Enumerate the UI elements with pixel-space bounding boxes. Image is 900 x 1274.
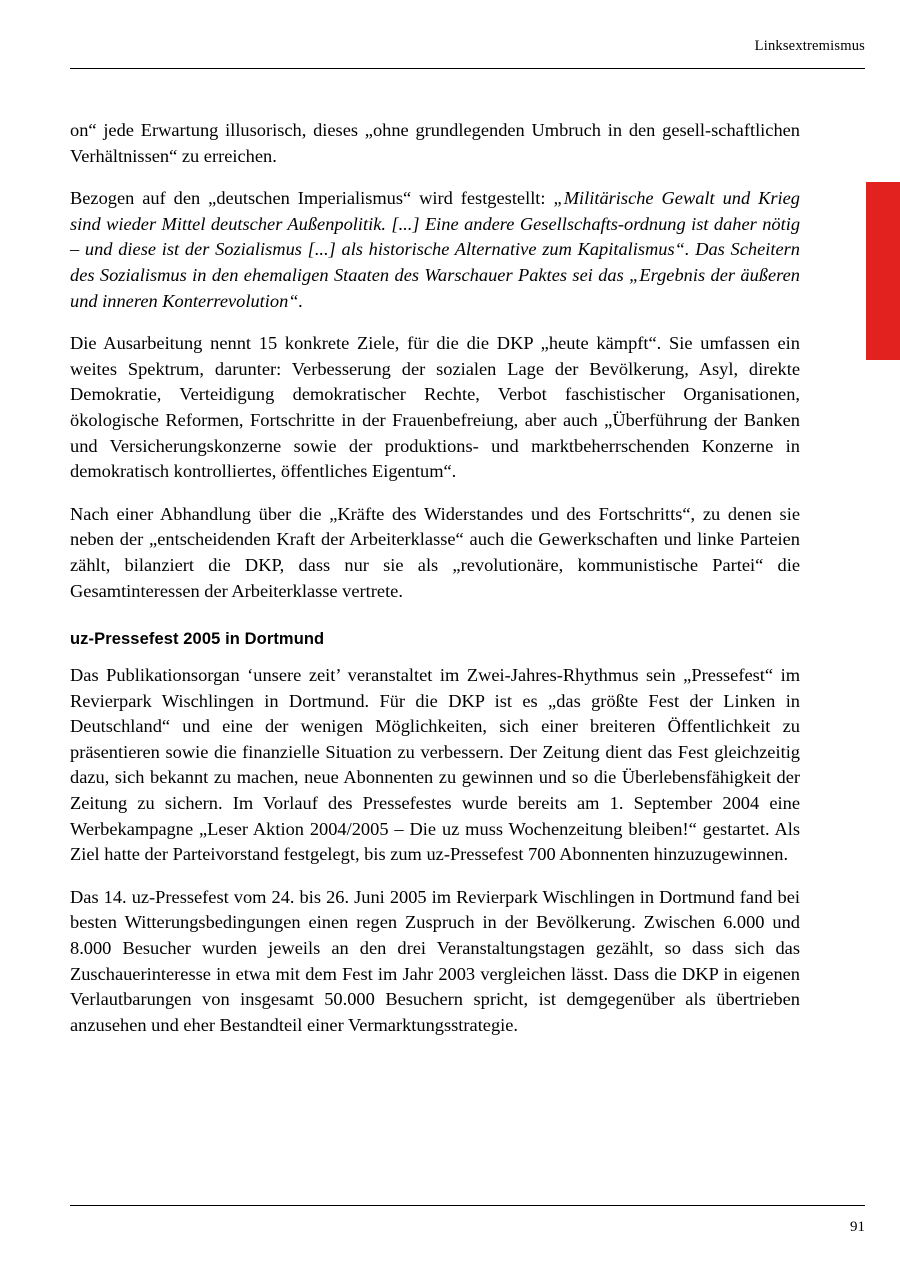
paragraph-text: Die Ausarbeitung nennt 15 konkrete Ziele, für die die DKP „heute kämpft“. Sie umfassen ein weites Spektrum, darunter: Verbesserung der sozialen Lage der Bevölkerung, Asyl, direkte Demokratie, Verteidigung demokratischer Rechte, Verbot faschistischer Organisationen, ökologische Reformen, Fortschritte in der Frauenbefreiung, aber auch „Überführung der Banken und Versicherungskonzerne sowie der produktions- und marktbeherrschenden Konzerne in demokratisch kontrolliertes, öffentliches Eigentum“.	[70, 333, 800, 482]
page-number: 91	[850, 1219, 865, 1235]
paragraph	[70, 331, 800, 485]
paragraph-text: Nach einer Abhandlung über die „Kräfte des Widerstandes und des Fortschritts“, zu denen sie neben der „entscheidenden Kraft der Arbeiterklasse“ auch die Gewerkschaften und linke Parteien zählt, bilanziert die DKP, dass nur sie als „revolutionäre, kommunistische Partei“ die Gesamtinteressen der Arbeiterklasse vertrete.	[70, 503, 800, 601]
paragraph	[70, 663, 800, 868]
paragraph-quote	[70, 186, 800, 314]
body-text-column	[70, 118, 800, 1055]
header-divider	[70, 68, 865, 69]
footer-divider	[70, 1205, 865, 1206]
quote-ellipsis-1: [...]	[386, 213, 425, 234]
paragraph	[70, 118, 800, 169]
paragraph	[70, 502, 800, 604]
quote-text-2: Eine andere Gesellschafts-ordnung ist daher nötig – und diese ist der Sozialismus	[70, 213, 801, 260]
paragraph-text: on“ jede Erwartung illusorisch, dieses „ohne grundlegenden Umbruch in den gesell-schaftlichen Verhältnissen“ zu erreichen.	[70, 120, 800, 166]
quote-lead-in: Bezogen auf den „deutschen Imperialismus“ wird festgestellt:	[70, 188, 554, 209]
paragraph-text: Das Publikationsorgan ‘unsere zeit’ veranstaltet im Zwei-Jahres-Rhythmus sein „Pressefest“ im Revierpark Wischlingen in Dortmund. Für die DKP ist es „das größte Fest der Linken in Deutschland“ und eine der wenigen Möglichkeiten, sich einer breiteren Öffentlichkeit zu präsentieren sowie die finanzielle Situation zu verbessern. Der Zeitung dient das Fest gleichzeitig dazu, sich bekannt zu machen, neue Abonnenten zu gewinnen und so die Überlebensfähigkeit der Zeitung zu sichern. Im Vorlauf des Pressefestes wurde bereits am 1. September 2004 eine Werbekampagne „Leser Aktion 2004/2005 – Die uz muss Wochenzeitung bleiben!“ gestartet. Als Ziel hatte der Parteivorstand festgelegt, bis zum uz-Pressefest 700 Abonnenten hinzuzugewinnen.	[70, 665, 800, 865]
quote-ellipsis-2: [...]	[301, 239, 342, 260]
paragraph-text: Das 14. uz-Pressefest vom 24. bis 26. Juni 2005 im Revierpark Wischlingen in Dortmund fand bei besten Witterungsbedingungen einen regen Zuspruch in der Bevölkerung. Zwischen 6.000 und 8.000 Besucher wurden jeweils an den drei Veranstaltungstagen gezählt, so dass sich das Zuschauerinteresse in etwa mit dem Fest im Jahr 2003 vergleichen lässt. Dass die DKP in eigenen Verlautbarungen von insgesamt 50.000 Besuchern spricht, ist demgegenüber als übertrieben anzusehen und eher Bestandteil einer Vermarktungsstrategie.	[70, 886, 800, 1035]
paragraph	[70, 885, 800, 1039]
section-color-tab	[866, 182, 900, 360]
quote-text-1: „Militärische Gewalt und Krieg sind wieder Mittel deutscher Außenpolitik.	[70, 188, 800, 234]
section-subheading: uz-Pressefest 2005 in Dortmund	[70, 630, 325, 649]
running-head: Linksextremismus	[754, 38, 865, 54]
quote-text-3: als historische Alternative zum Kapitalismus“. Das Scheitern des Sozialismus in den ehemaligen Staaten des Warschauer Paktes sei das „Ergebnis der äußeren und inneren Konterrevolution“.	[70, 239, 800, 311]
